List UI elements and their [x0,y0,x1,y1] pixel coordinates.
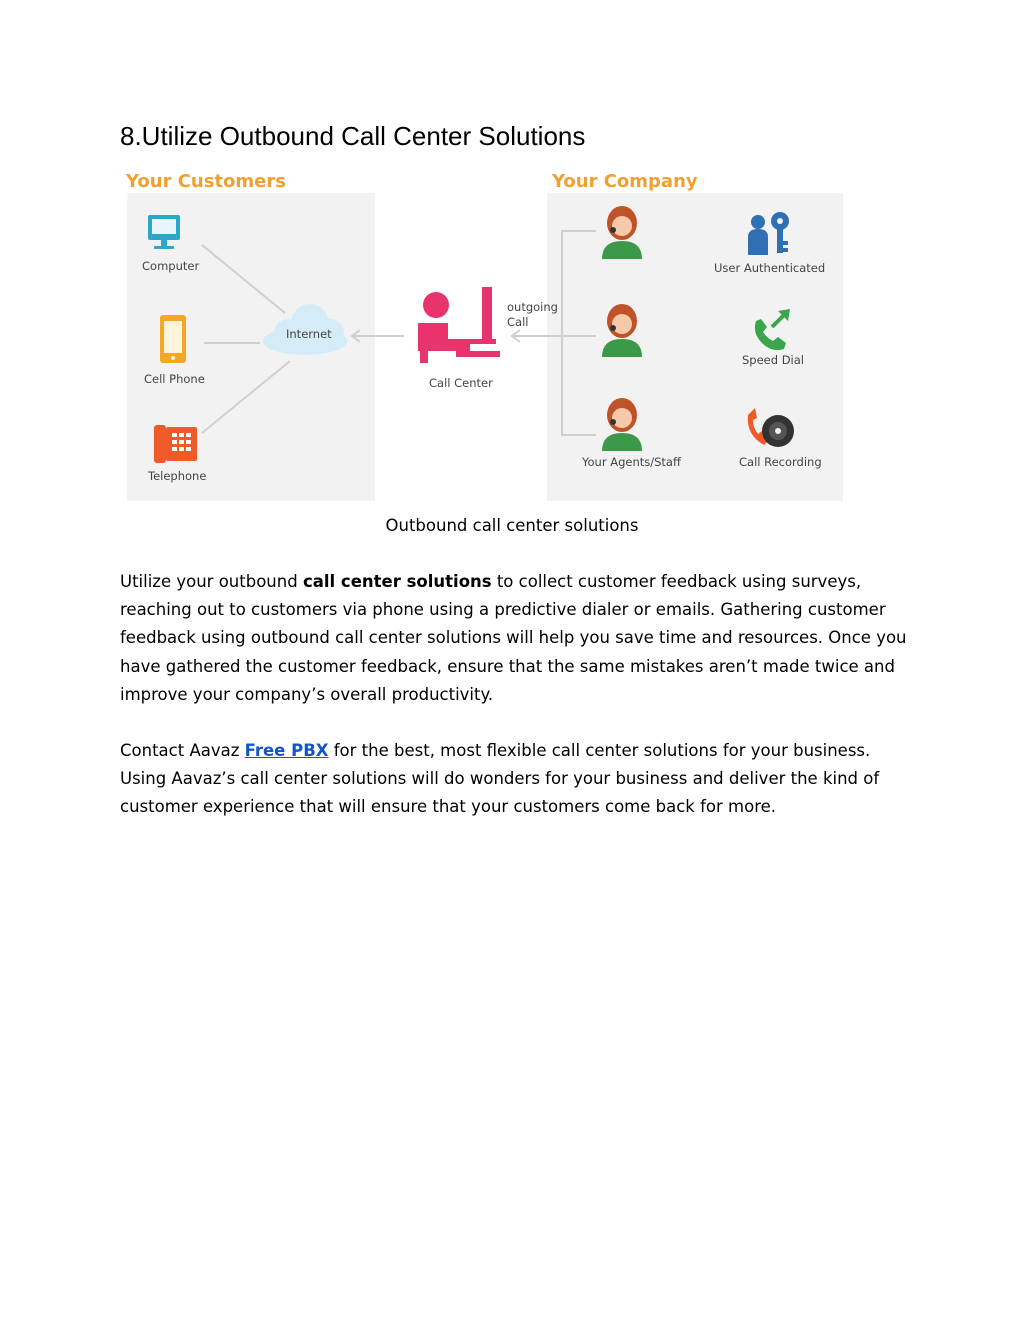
your-company-title: Your Company [552,171,698,192]
your-customers-title: Your Customers [126,171,286,192]
user-authenticated-label: User Authenticated [714,261,826,275]
cell-phone-icon [160,315,186,363]
telephone-label: Telephone [148,469,207,483]
speed-dial-label: Speed Dial [742,353,804,367]
call-center-icon [418,287,500,363]
figure-caption: Outbound call center solutions [385,516,639,535]
computer-label: Computer [142,259,200,273]
section-heading: 8.Utilize Outbound Call Center Solutions [120,121,586,151]
internet-label: Internet [286,327,332,341]
paragraph-2-text: Contact Aavaz [120,741,245,760]
free-pbx-link[interactable]: Free PBX [244,741,329,760]
outgoing-call-label: outgoing [507,300,558,314]
outgoing-call-label-2: Call [507,315,529,329]
paragraph-1-text: Utilize your outbound [120,572,303,591]
paragraph-1-bold: call center solutions [302,572,492,591]
agents-label: Your Agents/Staff [582,455,681,469]
paragraph-1 [120,568,920,709]
call-recording-label: Call Recording [739,455,822,469]
call-center-label: Call Center [429,376,493,390]
paragraph-1-text-rest: to collect customer feedback using surveys, reaching out to customers via phone using a predictive dialer or emails. Gathering customer feedback using outbound call center solutions will help you save time and resources. Once you have gathered the customer feedback, ensure that the same mistakes aren’t made twice and improve your company’s overall productivity. [120,572,907,704]
telephone-icon [154,425,197,463]
paragraph-2-text-rest: for the best, most flexible call center solutions for your business. Using Aavaz’s call center solutions will do wonders for your business and deliver the kind of customer experience that will ensure that your customers come back for more. [120,741,880,817]
call-center-diagram [120,163,850,508]
cell-phone-label: Cell Phone [144,372,205,386]
paragraph-2 [120,737,920,822]
